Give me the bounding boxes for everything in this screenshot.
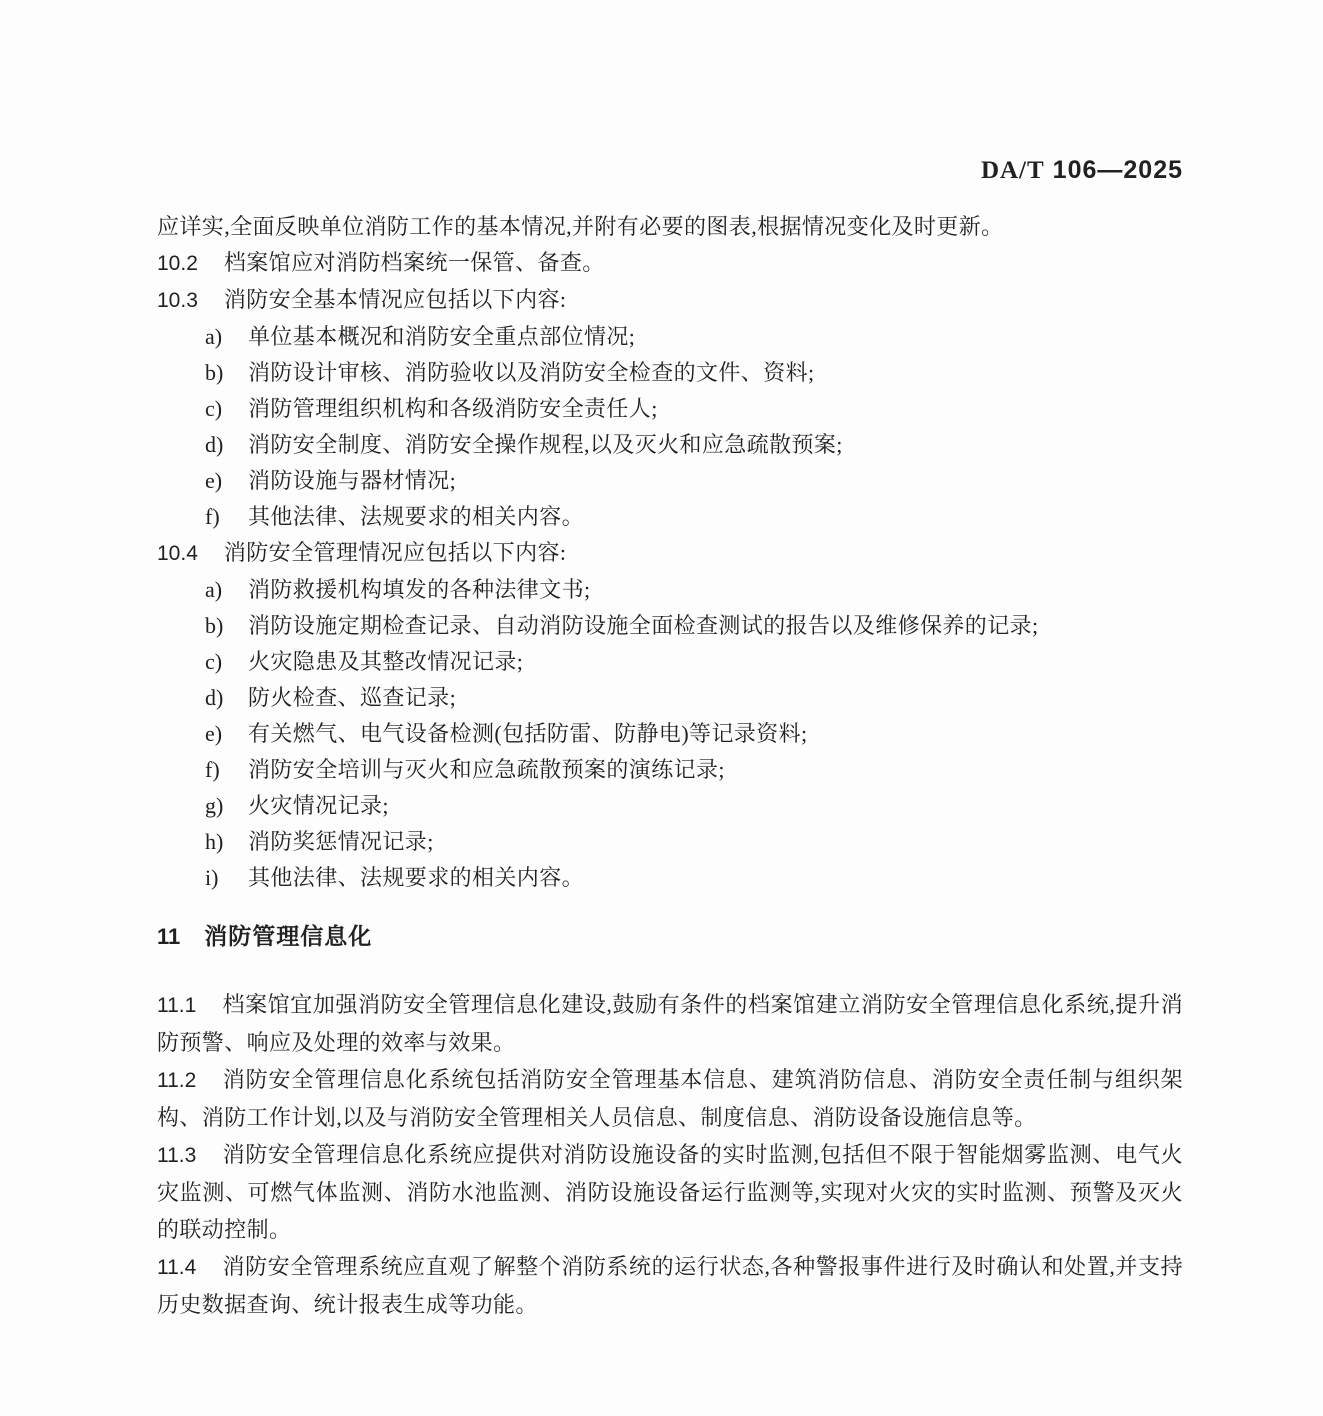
item-letter: a): [205, 577, 223, 602]
clause-text: 档案馆应对消防档案统一保管、备查。: [223, 250, 605, 275]
clause-10-4: [157, 535, 1183, 572]
item-text: 消防管理组织机构和各级消防安全责任人;: [248, 396, 658, 421]
list-item-10-3-e: [157, 463, 1183, 499]
item-text: 消防设施与器材情况;: [248, 468, 457, 493]
section-11-heading: [157, 918, 1183, 955]
item-letter: c): [205, 396, 223, 421]
item-letter: d): [205, 432, 224, 457]
clause-text: 消防安全管理信息化系统应提供对消防设施设备的实时监测,包括但不限于智能烟雾监测、电气火灾监测、可燃气体监测、消防水池监测、消防设施设备运行监测等,实现对火灾的实时监测、预警及灭火的联动控制。: [157, 1142, 1183, 1242]
document-body: [157, 209, 1183, 1323]
clause-number: 10.2: [157, 252, 198, 275]
clause-11-2: [157, 1061, 1183, 1136]
list-item-10-3-c: [157, 391, 1183, 427]
doc-code-header: [981, 156, 1183, 185]
item-letter: c): [205, 649, 223, 674]
clause-11-4: [157, 1248, 1183, 1323]
item-text: 单位基本概况和消防安全重点部位情况;: [248, 324, 636, 349]
clause-text: 消防安全管理情况应包括以下内容:: [223, 540, 567, 565]
list-item-10-4-e: [157, 716, 1183, 752]
item-letter: b): [205, 613, 224, 638]
item-letter: a): [205, 324, 223, 349]
list-item-10-4-c: [157, 644, 1183, 680]
clause-11-3: [157, 1136, 1183, 1248]
item-text: 消防设计审核、消防验收以及消防安全检查的文件、资料;: [248, 360, 815, 385]
item-letter: b): [205, 360, 224, 385]
item-text: 有关燃气、电气设备检测(包括防雷、防静电)等记录资料;: [248, 721, 808, 746]
clause-number: 11.4: [157, 1256, 197, 1279]
section-title: 消防管理信息化: [204, 923, 373, 949]
list-item-10-4-d: [157, 680, 1183, 716]
item-text: 消防救援机构填发的各种法律文书;: [248, 577, 591, 602]
item-text: 火灾情况记录;: [248, 793, 389, 818]
clause-10-2: [157, 245, 1183, 282]
list-item-10-4-i: [157, 860, 1183, 896]
item-text: 消防设施定期检查记录、自动消防设施全面检查测试的报告以及维修保养的记录;: [248, 613, 1039, 638]
item-text: 火灾隐患及其整改情况记录;: [248, 649, 524, 674]
clause-text: 消防安全管理信息化系统包括消防安全管理基本信息、建筑消防信息、消防安全责任制与组织架构、消防工作计划,以及与消防安全管理相关人员信息、制度信息、消防设备设施信息等。: [157, 1067, 1183, 1130]
doc-code-number: 106—2025: [1052, 156, 1183, 184]
item-text: 防火检查、巡查记录;: [248, 685, 457, 710]
clause-number: 11.3: [157, 1144, 197, 1167]
clause-text: 消防安全基本情况应包括以下内容:: [223, 287, 567, 312]
item-letter: f): [205, 504, 220, 529]
item-letter: f): [205, 757, 220, 782]
section-number: 11: [157, 924, 181, 949]
clause-number: 11.2: [157, 1069, 197, 1092]
item-text: 消防奖惩情况记录;: [248, 829, 434, 854]
list-item-10-4-g: [157, 788, 1183, 824]
list-item-10-3-d: [157, 427, 1183, 463]
item-letter: g): [205, 793, 224, 818]
list-item-10-4-f: [157, 752, 1183, 788]
list-item-10-4-a: [157, 572, 1183, 608]
item-letter: d): [205, 685, 224, 710]
list-item-10-4-b: [157, 608, 1183, 644]
clause-11-1: [157, 986, 1183, 1061]
item-letter: i): [205, 865, 219, 890]
item-text: 消防安全制度、消防安全操作规程,以及灭火和应急疏散预案;: [248, 432, 843, 457]
doc-code-prefix: DA/T: [980, 157, 1045, 184]
list-item-10-3-a: [157, 319, 1183, 355]
paragraph-continuation: 应详实,全面反映单位消防工作的基本情况,并附有必要的图表,根据情况变化及时更新。: [157, 214, 1004, 239]
list-item-10-3-f: [157, 499, 1183, 535]
item-text: 其他法律、法规要求的相关内容。: [248, 504, 585, 529]
item-letter: e): [205, 468, 223, 493]
clause-10-3: [157, 282, 1183, 319]
clause-text: 消防安全管理系统应直观了解整个消防系统的运行状态,各种警报事件进行及时确认和处置,并支持历史数据查询、统计报表生成等功能。: [157, 1254, 1183, 1317]
clause-number: 11.1: [157, 994, 197, 1017]
list-item-10-3-b: [157, 355, 1183, 391]
clause-number: 10.3: [157, 289, 198, 312]
clause-text: 档案馆宜加强消防安全管理信息化建设,鼓励有条件的档案馆建立消防安全管理信息化系统,提升消防预警、响应及处理的效率与效果。: [157, 992, 1183, 1055]
item-text: 消防安全培训与灭火和应急疏散预案的演练记录;: [248, 757, 725, 782]
list-item-10-4-h: [157, 824, 1183, 860]
item-letter: h): [205, 829, 224, 854]
item-letter: e): [205, 721, 223, 746]
clause-number: 10.4: [157, 542, 198, 565]
item-text: 其他法律、法规要求的相关内容。: [248, 865, 585, 890]
